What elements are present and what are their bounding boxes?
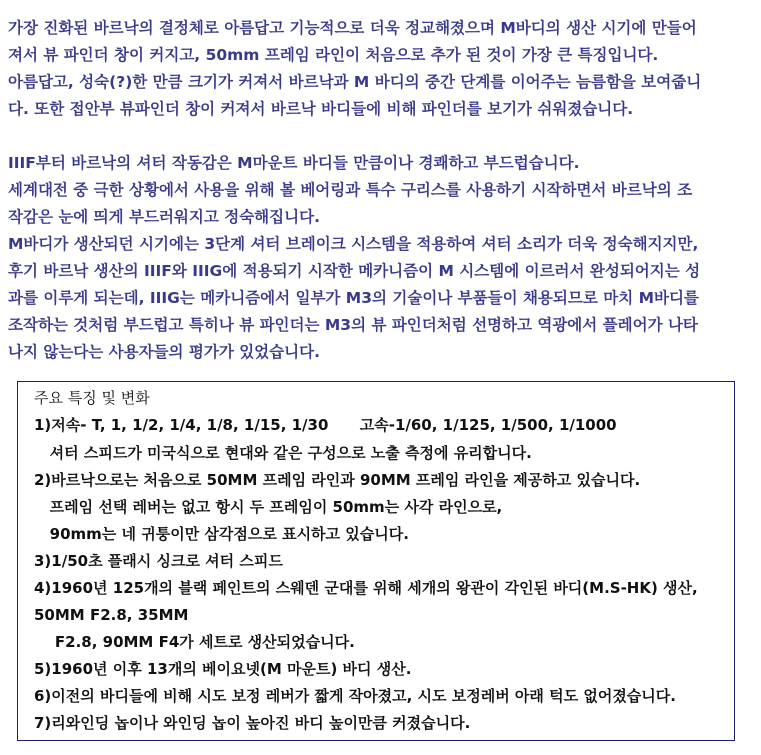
intro-text [8, 15, 758, 366]
feature-line: 7)리와인딩 놉이나 와인딩 놉이 높아진 바디 높이만큼 커졌습니다. [34, 714, 471, 732]
features-title: 주요 특징 및 변화 [34, 389, 150, 407]
intro-line: 조작하는 것처럼 부드럽고 특히나 뷰 파인더는 M3의 뷰 파인더처럼 선명하고 역광에서 플레어가 나타 [8, 316, 698, 334]
feature-line: 4)1960년 125개의 블랙 페인트의 스웨덴 군대를 위해 세개의 왕관이 각인된 바디(M.S-HK) 생산, [34, 579, 698, 597]
feature-line: F2.8, 90MM F4가 세트로 생산되었습니다. [34, 633, 355, 651]
paragraph-gap [8, 123, 758, 150]
intro-line: M바디가 생산되던 시기에는 3단계 셔터 브레이크 시스템을 적용하여 셔터 소리가 더욱 정숙해지지만, [8, 235, 699, 253]
intro-line: 과를 이루게 되는데, IIIG는 메카니즘에서 일부가 M3의 기술이나 부품들이 채용되므로 마치 M바디를 [8, 289, 699, 307]
intro-line: 후기 바르낙 생산의 IIIF와 IIIG에 적용되기 시작한 메카니즘이 M 시스템에 이르러서 완성되어지는 성 [8, 262, 701, 280]
intro-line: 작감은 눈에 띄게 부드러워지고 정숙해집니다. [8, 208, 320, 226]
feature-line: 프레임 선택 레버는 없고 항시 두 프레임이 50mm는 사각 라인으로, [34, 498, 503, 516]
intro-line: 다. 또한 접안부 뷰파인더 창이 커져서 바르낙 바디들에 비해 파인더를 보기가 쉬워졌습니다. [8, 100, 634, 118]
feature-line: 90mm는 네 귀퉁이만 삼각점으로 표시하고 있습니다. [34, 525, 409, 543]
intro-line: 져서 뷰 파인더 창이 커지고, 50mm 프레임 라인이 처음으로 추가 된 것이 가장 큰 특징입니다. [8, 46, 659, 64]
feature-line: 50MM F2.8, 35MM [34, 606, 189, 624]
features-box [17, 381, 735, 741]
feature-line: 셔터 스피드가 미국식으로 현대와 같은 구성으로 노출 측정에 유리합니다. [34, 444, 532, 462]
intro-line: IIIF부터 바르낙의 셔터 작동감은 M마운트 바디들 만큼이나 경쾌하고 부드럽습니다. [8, 154, 580, 172]
feature-line: 6)이전의 바디들에 비해 시도 보정 레버가 짧게 작아졌고, 시도 보정레버 아래 턱도 없어졌습니다. [34, 687, 676, 705]
feature-line: 5)1960년 이후 13개의 베이요넷(M 마운트) 바디 생산. [34, 660, 412, 678]
intro-line: 세계대전 중 극한 상황에서 사용을 위해 볼 베어링과 특수 구리스를 사용하기 시작하면서 바르낙의 조 [8, 181, 693, 199]
feature-line: 3)1/50초 플래시 싱크로 셔터 스피드 [34, 552, 283, 570]
feature-line: 2)바르낙으로는 처음으로 50MM 프레임 라인과 90MM 프레임 라인을 제공하고 있습니다. [34, 471, 641, 489]
intro-line: 아름답고, 성숙(?)한 만큼 크기가 커져서 바르낙과 M 바디의 중간 단계를 이어주는 늠름함을 보여줍니 [8, 73, 702, 91]
intro-line: 나지 않는다는 사용자들의 평가가 있었습니다. [8, 343, 320, 361]
feature-line: 1)저속- T, 1, 1/2, 1/4, 1/8, 1/15, 1/30 고속-1/60, 1/125, 1/500, 1/1000 [34, 416, 617, 434]
intro-line: 가장 진화된 바르낙의 결정체로 아름답고 기능적으로 더욱 정교해졌으며 M바디의 생산 시기에 만들어 [8, 19, 697, 37]
